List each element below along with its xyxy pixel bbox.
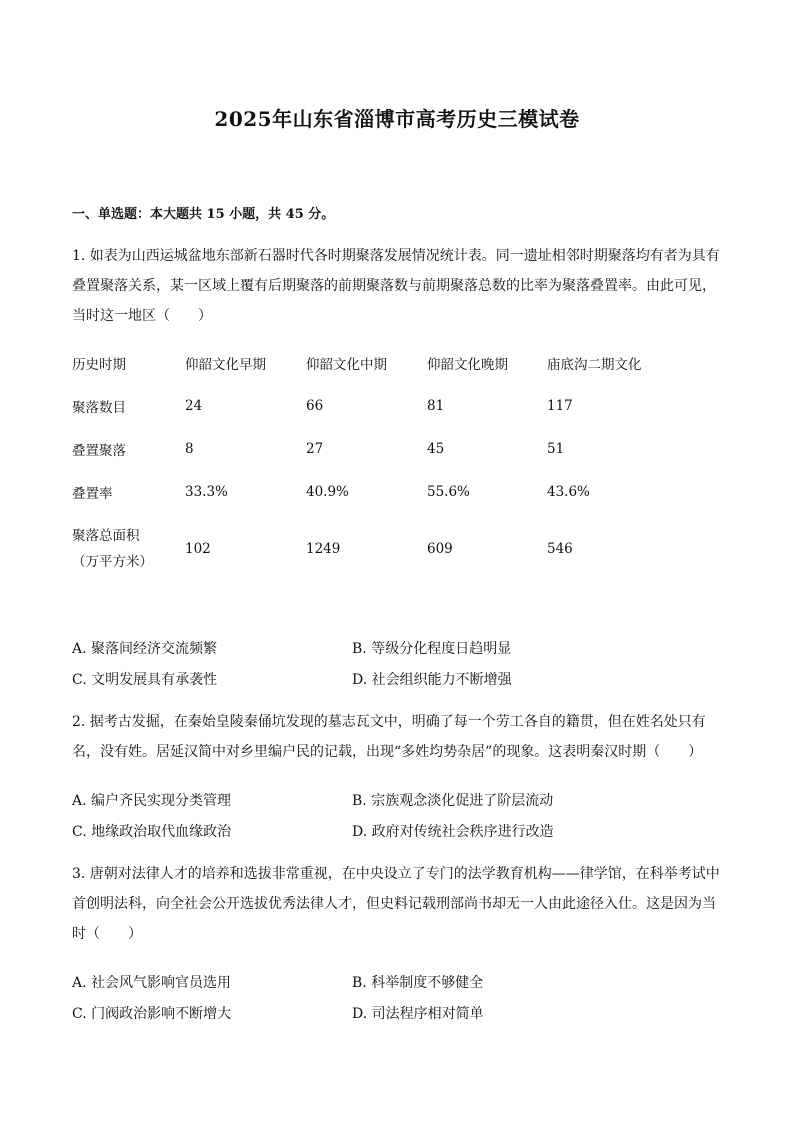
table-cell: 叠置聚落 bbox=[72, 442, 126, 459]
question-2-option-b[interactable]: B. 宗族观念淡化促进了阶层流动 bbox=[352, 793, 554, 809]
section-heading: 一、单选题：本大题共 15 小题，共 45 分。 bbox=[72, 207, 335, 222]
table-cell: 24 bbox=[185, 397, 203, 414]
question-1-stem: 1. 如表为山西运城盆地东部新石器时代各时期聚落发展情况统计表。同一遗址相邻时期聚落均有者为具有叠置聚落关系，某一区域上覆有后期聚落的前期聚落数与前期聚落总数的比率为聚落叠置率。由此可见，当时这一地区（ ） bbox=[72, 248, 720, 324]
table-header-cell: 历史时期 bbox=[72, 356, 126, 373]
question-1-option-a[interactable]: A. 聚落间经济交流频繁 bbox=[72, 641, 218, 657]
question-3-option-d[interactable]: D. 司法程序相对简单 bbox=[352, 1006, 484, 1022]
page-title: 2025年山东省淄博市高考历史三模试卷 bbox=[214, 107, 580, 131]
table-row bbox=[72, 470, 677, 513]
question-3-stem: 3. 唐朝对法律人才的培养和选拔非常重视，在中央设立了专门的法学教育机构——律学馆，在科举考试中首创明法科，向全社会公开选拔优秀法律人才，但史料记载刑部尚书却无一人由此途径入仕。这是因为当时（ ） bbox=[72, 866, 720, 942]
table-row bbox=[72, 384, 677, 427]
table-cell: 33.3% bbox=[185, 483, 228, 500]
table-header-cell: 仰韶文化晚期 bbox=[427, 356, 508, 373]
table-cell: 609 bbox=[427, 541, 453, 557]
table-header-cell: 仰韶文化中期 bbox=[306, 356, 387, 373]
table-cell: 叠置率 bbox=[72, 485, 113, 502]
question-2-stem: 2. 据考古发掘，在秦始皇陵秦俑坑发现的墓志瓦文中，明确了每一个劳工各自的籍贯，但在姓名处只有名，没有姓。居延汉简中对乡里编户民的记载，出现“多姓均势杂居”的现象。这表明秦汉时期（ ） bbox=[72, 714, 706, 760]
table-cell: 81 bbox=[427, 397, 445, 414]
table-header-row bbox=[72, 341, 677, 384]
table-cell: 51 bbox=[547, 440, 565, 457]
table-cell: 8 bbox=[185, 440, 194, 457]
table-header-cell: 庙底沟二期文化 bbox=[547, 356, 642, 373]
table-cell: 102 bbox=[185, 541, 211, 557]
question-2-option-a[interactable]: A. 编户齐民实现分类管理 bbox=[72, 793, 232, 809]
table-cell: 66 bbox=[306, 397, 324, 414]
table-cell: 40.9% bbox=[306, 483, 349, 500]
table-cell: 45 bbox=[427, 440, 445, 457]
table-cell: 1249 bbox=[306, 541, 341, 557]
table-cell: 55.6% bbox=[427, 483, 470, 500]
question-1-option-b[interactable]: B. 等级分化程度日趋明显 bbox=[352, 641, 512, 657]
table-header-cell: 仰韶文化早期 bbox=[185, 356, 266, 373]
question-1-option-c[interactable]: C. 文明发展具有承袭性 bbox=[72, 672, 218, 688]
question-3-option-c[interactable]: C. 门阀政治影响不断增大 bbox=[72, 1006, 232, 1022]
question-2-option-c[interactable]: C. 地缘政治取代血缘政治 bbox=[72, 824, 232, 840]
table-cell: 43.6% bbox=[547, 483, 590, 500]
table-row bbox=[72, 427, 677, 470]
table-cell: 546 bbox=[547, 541, 573, 557]
table-cell: 聚落总面积 （万平方米） bbox=[72, 528, 153, 570]
question-1-option-d[interactable]: D. 社会组织能力不断增强 bbox=[352, 672, 512, 688]
question-3-option-a[interactable]: A. 社会风气影响官员选用 bbox=[72, 975, 232, 991]
table-cell: 聚落数目 bbox=[72, 399, 126, 416]
table-row bbox=[72, 513, 677, 585]
table-cell: 27 bbox=[306, 440, 324, 457]
table-cell: 117 bbox=[547, 397, 573, 414]
statistics-table bbox=[72, 341, 677, 585]
question-2-option-d[interactable]: D. 政府对传统社会秩序进行改造 bbox=[352, 824, 554, 840]
question-3-option-b[interactable]: B. 科举制度不够健全 bbox=[352, 975, 484, 991]
